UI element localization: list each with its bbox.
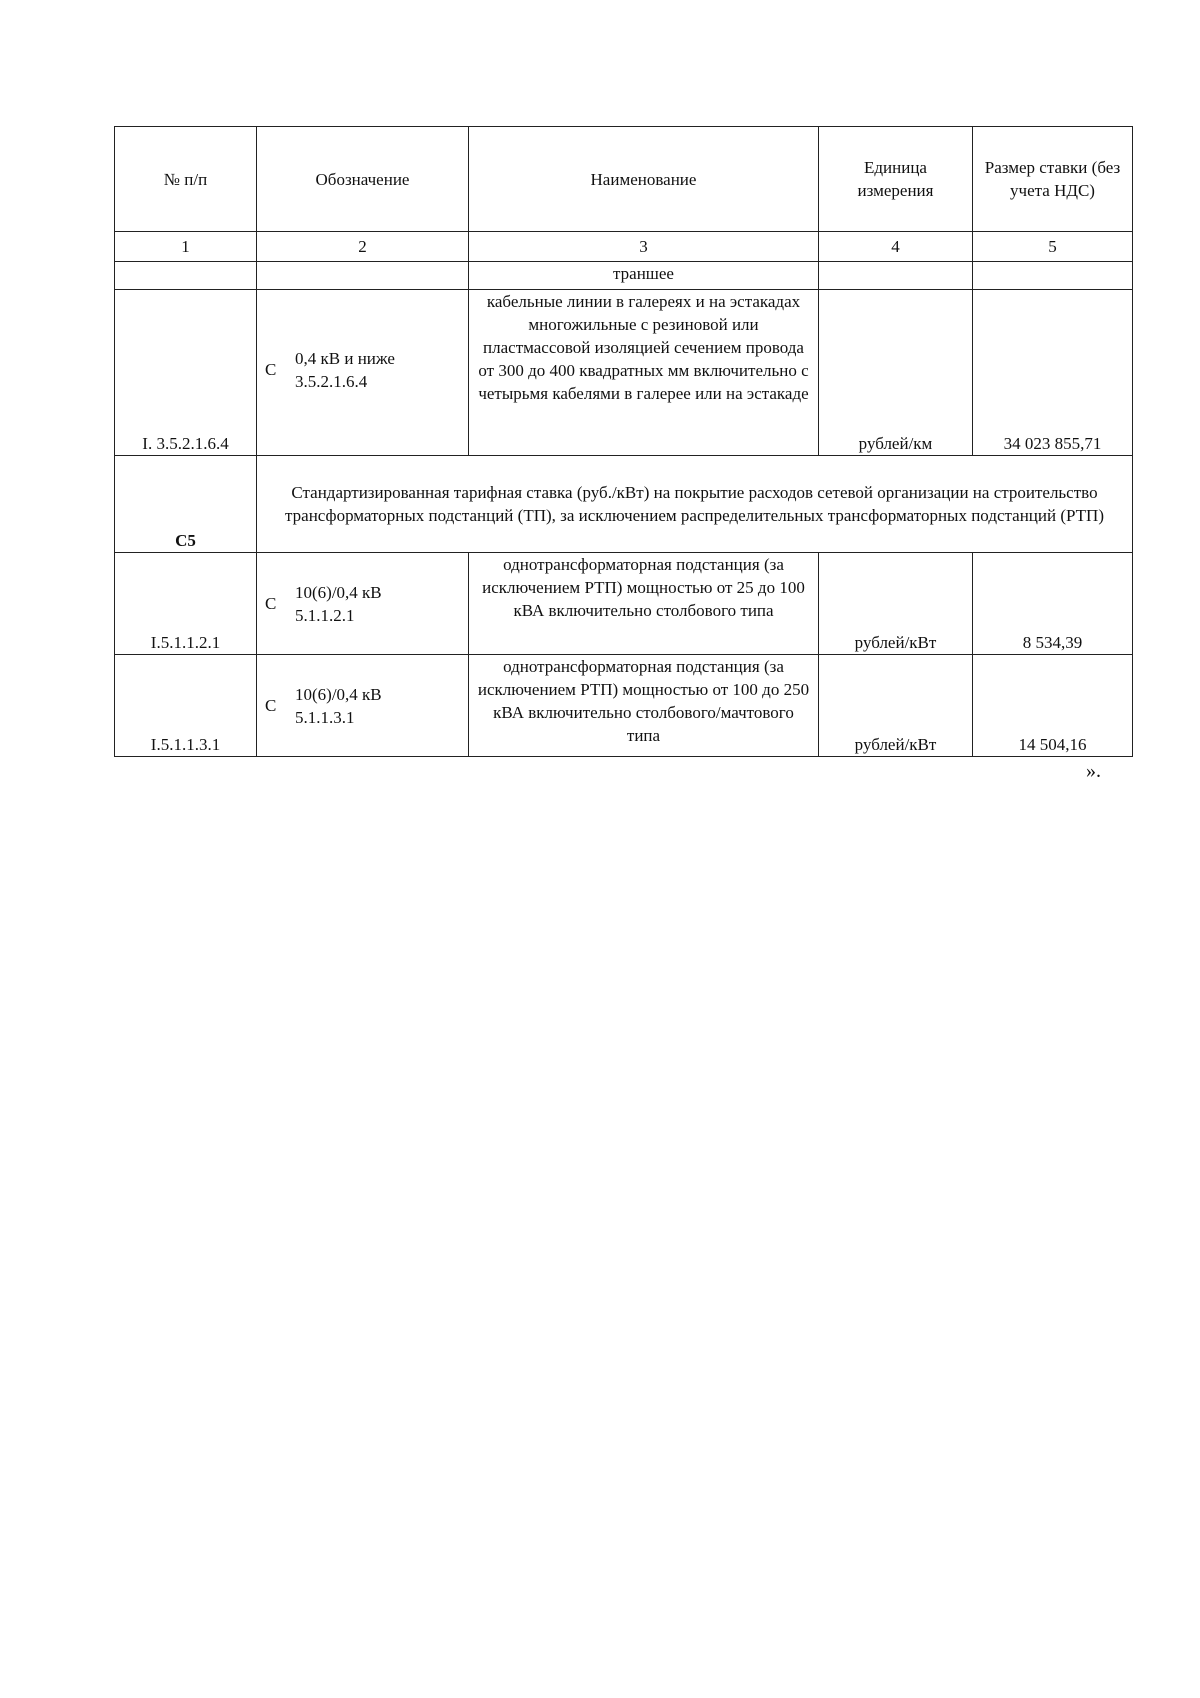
row-code (257, 655, 469, 757)
row-name: однотрансформаторная подстанция (за исключением РТП) мощностью от 25 до 100 кВА включительно столбового типа (469, 553, 819, 655)
table-row (115, 290, 1133, 456)
code-number: 3.5.2.1.6.4 (295, 371, 368, 391)
header-name: Наименование (469, 127, 819, 232)
header-row (115, 127, 1133, 232)
row-rate: 8 534,39 (973, 553, 1133, 655)
continuation-row (115, 262, 1133, 290)
row-unit: рублей/км (819, 290, 973, 456)
table-row (115, 553, 1133, 655)
code-letter: С (265, 696, 277, 715)
section-title: Стандартизированная тарифная ставка (руб./кВт) на покрытие расходов сетевой организации на строительство трансформаторных подстанций (ТП), за исключением распределительных трансформаторных подстанций (РТП) (257, 456, 1133, 553)
code-voltage: 0,4 кВ и ниже (295, 348, 395, 368)
code-letter: С (265, 594, 277, 613)
continuation-text: траншее (469, 262, 819, 290)
header-code: Обозначение (257, 127, 469, 232)
row-unit: рублей/кВт (819, 655, 973, 757)
column-number: 2 (257, 232, 469, 262)
row-rate: 34 023 855,71 (973, 290, 1133, 456)
tariff-table (114, 126, 1133, 757)
code-voltage: 10(6)/0,4 кВ (295, 582, 382, 602)
header-rate: Размер ставки (без учета НДС) (973, 127, 1133, 232)
closing-quote-mark: ». (1086, 760, 1101, 782)
code-number: 5.1.1.2.1 (295, 605, 355, 625)
table-row (115, 655, 1133, 757)
column-number: 4 (819, 232, 973, 262)
header-unit: Единица измерения (819, 127, 973, 232)
code-voltage: 10(6)/0,4 кВ (295, 684, 382, 704)
code-number: 5.1.1.3.1 (295, 707, 355, 727)
column-number: 3 (469, 232, 819, 262)
section-row (115, 456, 1133, 553)
row-number: I.5.1.1.3.1 (115, 655, 257, 757)
row-number: I. 3.5.2.1.6.4 (115, 290, 257, 456)
code-letter: С (265, 360, 277, 379)
row-name: кабельные линии в галереях и на эстакадах многожильные с резиновой или пластмассовой изоляцией сечением провода от 300 до 400 квадратных мм включительно с четырьмя кабелями в галерее или на эстакаде (469, 290, 819, 456)
row-name: однотрансформаторная подстанция (за исключением РТП) мощностью от 100 до 250 кВА включительно столбового/мачтового типа (469, 655, 819, 757)
column-number-row (115, 232, 1133, 262)
row-unit: рублей/кВт (819, 553, 973, 655)
row-code (257, 290, 469, 456)
column-number: 5 (973, 232, 1133, 262)
section-id: С5 (115, 456, 257, 553)
column-number: 1 (115, 232, 257, 262)
header-num: № п/п (115, 127, 257, 232)
row-code (257, 553, 469, 655)
row-rate: 14 504,16 (973, 655, 1133, 757)
row-number: I.5.1.1.2.1 (115, 553, 257, 655)
